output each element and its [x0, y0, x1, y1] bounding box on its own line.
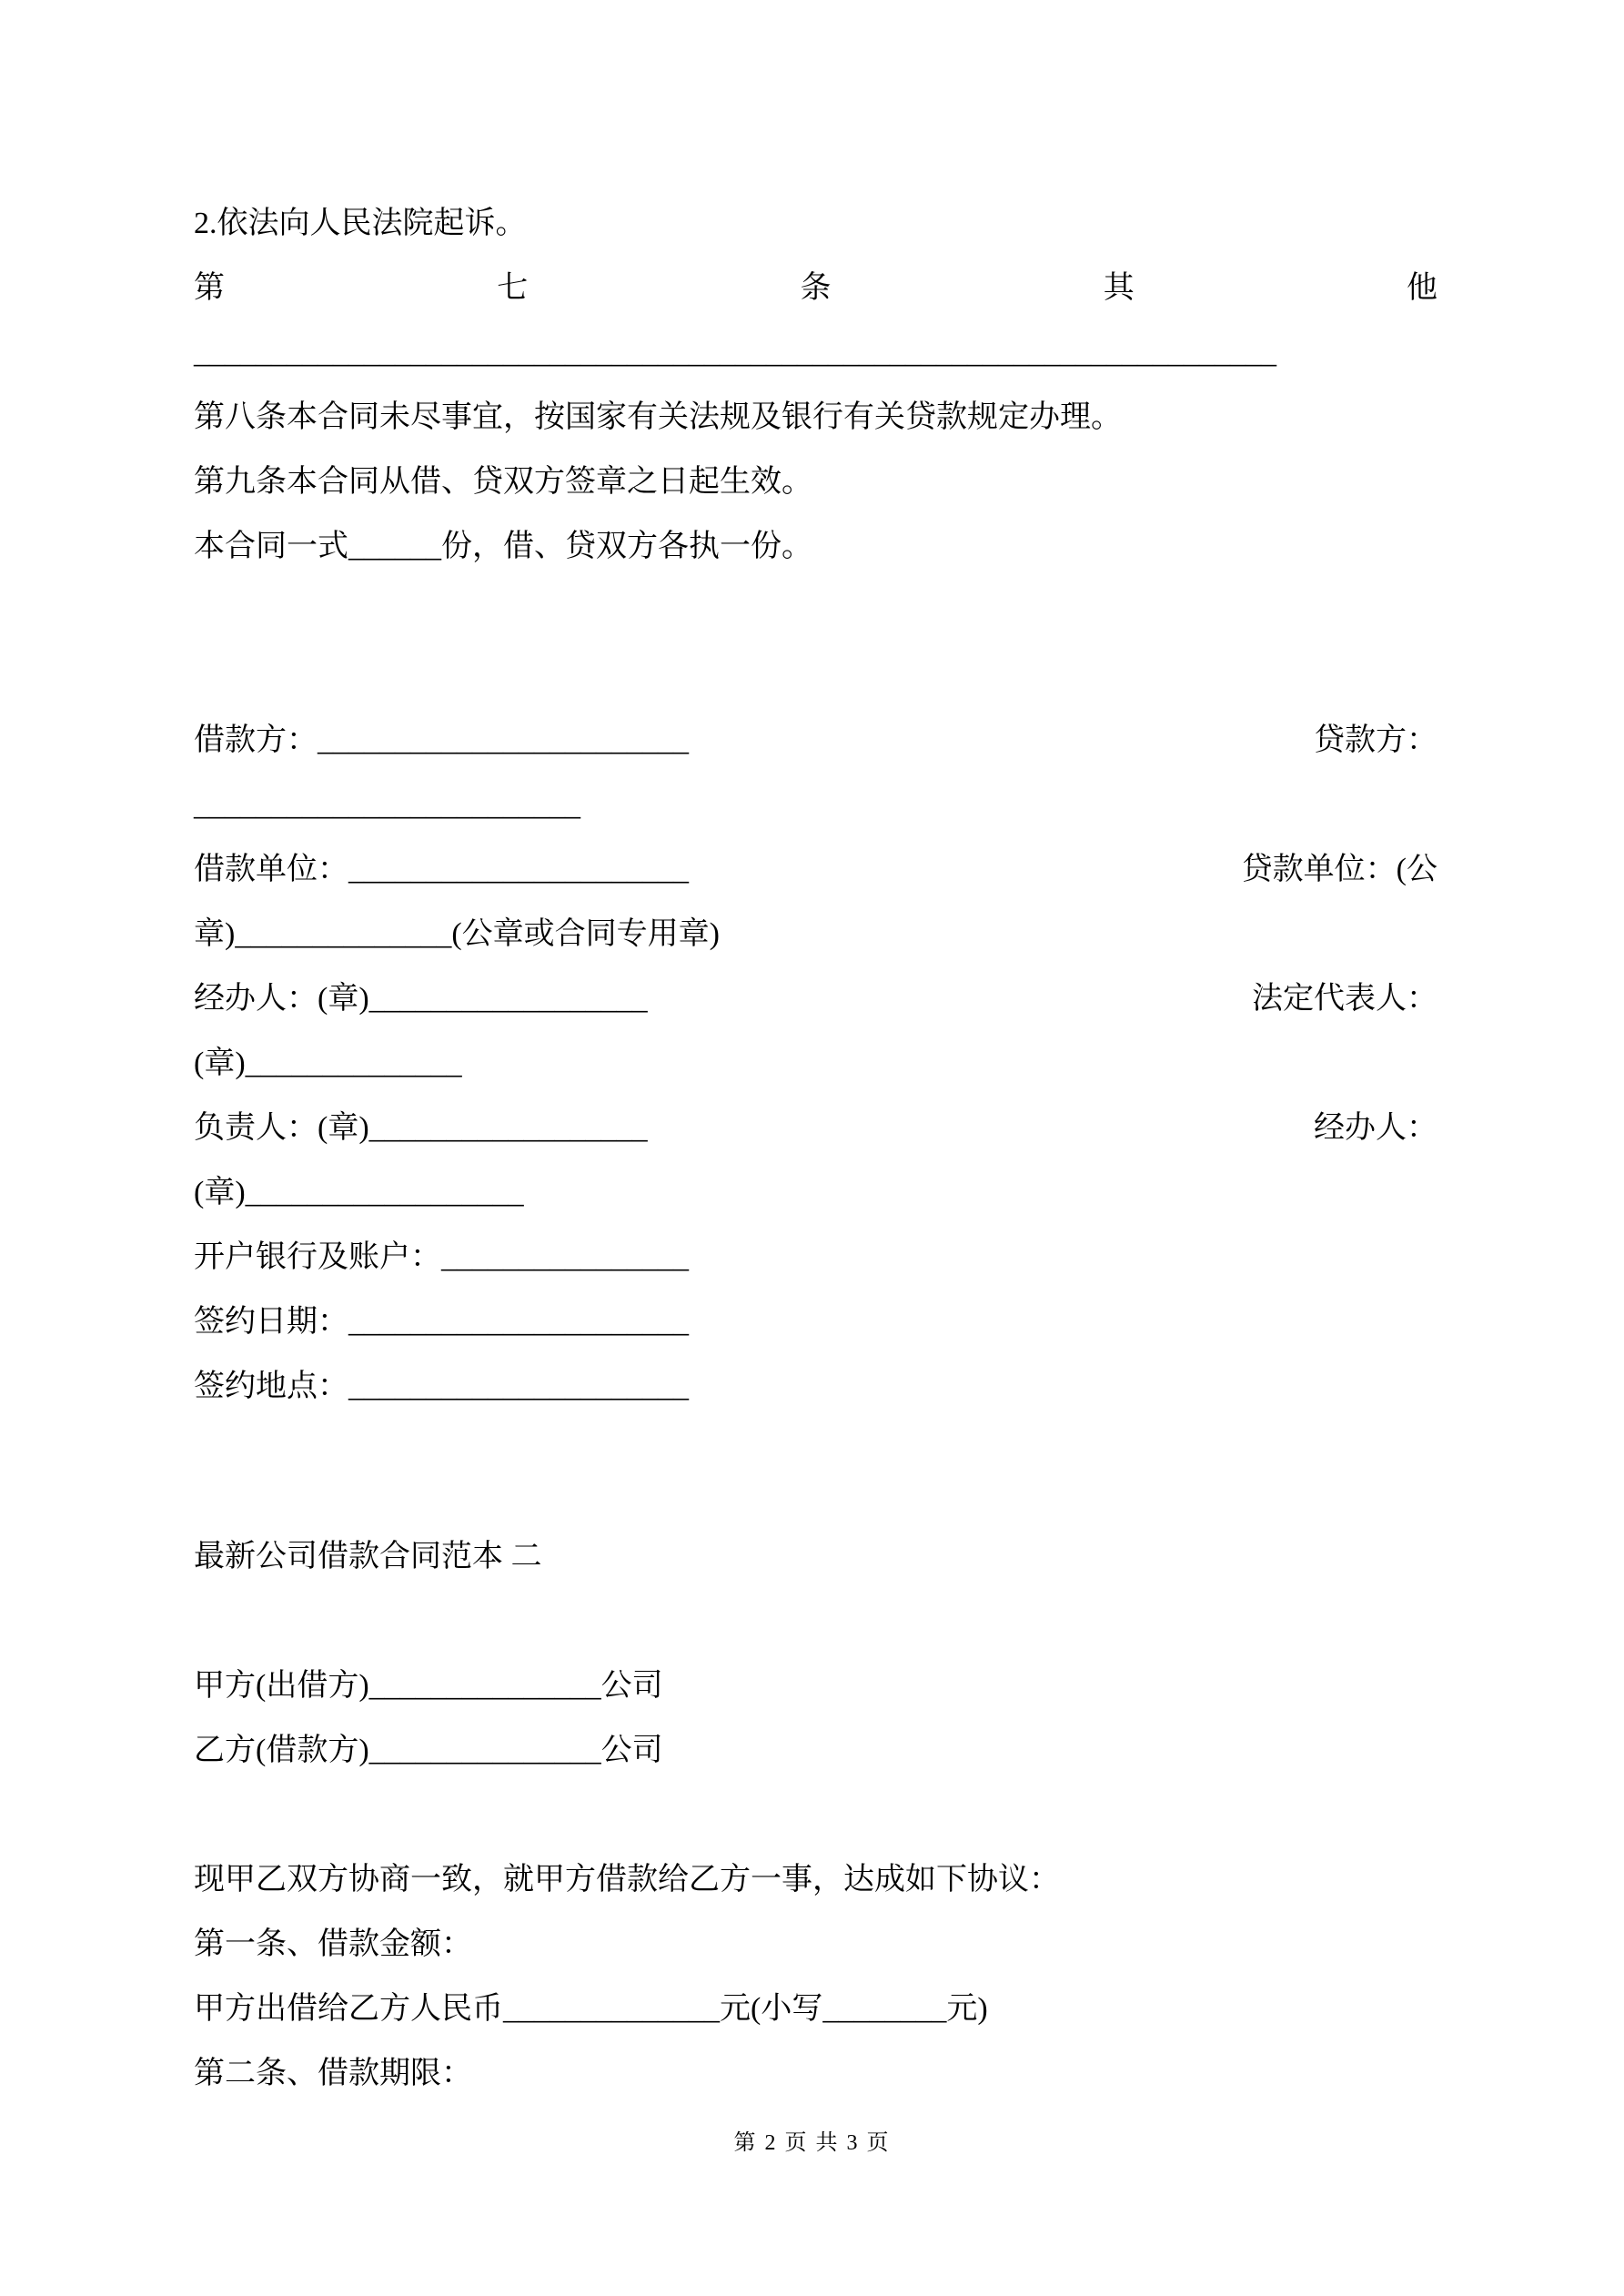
spacer — [194, 1783, 1437, 1847]
page-footer: 第 2 页 共 3 页 — [733, 2131, 891, 2155]
signature-row-agent — [194, 966, 1437, 1031]
clause1-heading: 第一条、借款金额： — [194, 1927, 472, 1961]
legal-rep-label: 法定代表人： — [1252, 982, 1437, 1016]
article7-heading — [194, 256, 1437, 320]
seal2-line: (章)______________ — [194, 1047, 462, 1080]
lender-unit-label: 贷款单位：(公 — [1241, 853, 1437, 886]
spacer — [194, 579, 1437, 708]
clause-item-2: 2.依法向人民法院起诉。 — [194, 207, 527, 240]
agent-field: 经办人：(章)__________________ — [194, 982, 648, 1016]
article7-char-3: 条 — [800, 271, 832, 305]
amount-field-line: 甲方出借给乙方人民币______________元(小写________元) — [194, 1992, 988, 2026]
seal3-line: (章)__________________ — [194, 1176, 524, 1209]
clause2-heading: 第二条、借款期限： — [194, 2057, 472, 2090]
article7-char-1: 第 — [194, 271, 225, 305]
article7-char-4: 其 — [1103, 271, 1135, 305]
signature-row-principal — [194, 1096, 1437, 1160]
sign-place-field: 签约地点：______________________ — [194, 1370, 689, 1403]
article7-blank-line: ______________________________________________________________________ — [194, 336, 1276, 369]
signature-row-parties — [194, 708, 1437, 773]
borrower-unit-field: 借款单位：______________________ — [194, 853, 689, 886]
party-b-field: 乙方(借款方)_______________公司 — [194, 1734, 663, 1767]
party-a-field: 甲方(出借方)_______________公司 — [194, 1669, 663, 1703]
signature-row-units — [194, 837, 1437, 902]
bank-account-field: 开户银行及账户：________________ — [194, 1240, 689, 1274]
spacer — [194, 1589, 1437, 1654]
article7-char-5: 他 — [1407, 271, 1437, 305]
borrower-field: 借款方：________________________ — [194, 723, 689, 757]
lender-label: 贷款方： — [1314, 723, 1437, 757]
lender-blank-line: _________________________ — [194, 788, 580, 822]
spacer — [194, 1419, 1437, 1524]
article7-char-2: 七 — [497, 271, 529, 305]
article8-line: 第八条本合同未尽事宜，按国家有关法规及银行有关贷款规定办理。 — [194, 400, 1122, 434]
principal-field: 负责人：(章)__________________ — [194, 1111, 648, 1145]
copies-line: 本合同一式______份，借、贷双方各执一份。 — [194, 530, 812, 563]
sign-date-field: 签约日期：______________________ — [194, 1305, 689, 1339]
section2-title: 最新公司借款合同范本 二 — [194, 1540, 542, 1573]
agreement-intro-line: 现甲乙双方协商一致，就甲方借款给乙方一事，达成如下协议： — [194, 1863, 1060, 1896]
seal-wrap-line: 章)______________(公章或合同专用章) — [194, 917, 720, 951]
article9-line: 第九条本合同从借、贷双方签章之日起生效。 — [194, 465, 812, 499]
agent-right-label: 经办人： — [1314, 1111, 1437, 1145]
